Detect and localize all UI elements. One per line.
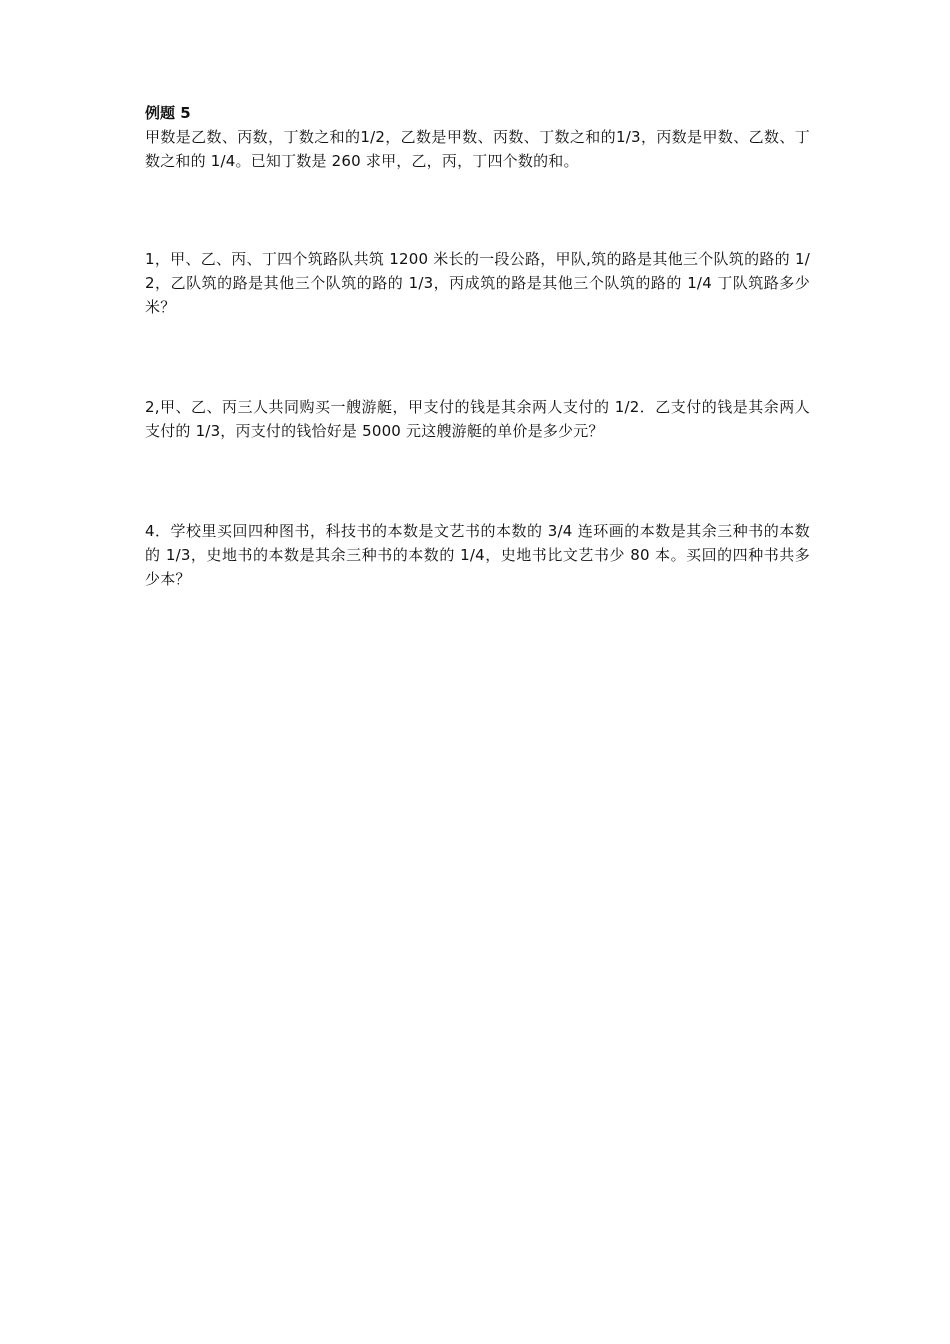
problem-4-text: 4．学校里买回四种图书，科技书的本数是文艺书的本数的 3/4 连环画的本数是其余三种书的本数的 1/3，史地书的本数是其余三种书的本数的 1/4，史地书比文艺书少 80 本。买回的四种书共多少本？ <box>145 522 810 588</box>
example-title: 例题 5 <box>145 104 191 122</box>
spacer <box>145 173 810 247</box>
problem-2-text: 2,甲、乙、丙三人共同购买一艘游艇，甲支付的钱是其余两人支付的 1/2．乙支付的钱是其余两人支付的 1/3，丙支付的钱恰好是 5000 元这艘游艇的单价是多少元？ <box>145 398 810 440</box>
spacer <box>145 443 810 519</box>
example-text: 甲数是乙数、丙数，丁数之和的1/2，乙数是甲数、丙数、丁数之和的1/3，丙数是甲数、乙数、丁数之和的 1/4。已知丁数是 260 求甲，乙，丙，丁四个数的和。 <box>145 128 810 170</box>
document-content <box>145 101 810 591</box>
spacer <box>145 319 810 395</box>
problem-1-text: 1，甲、乙、丙、丁四个筑路队共筑 1200 米长的一段公路，甲队,筑的路是其他三个队筑的路的 1/2，乙队筑的路是其他三个队筑的路的 1/3，丙成筑的路是其他三个队筑的路的 1/4 丁队筑路多少米？ <box>145 250 810 316</box>
